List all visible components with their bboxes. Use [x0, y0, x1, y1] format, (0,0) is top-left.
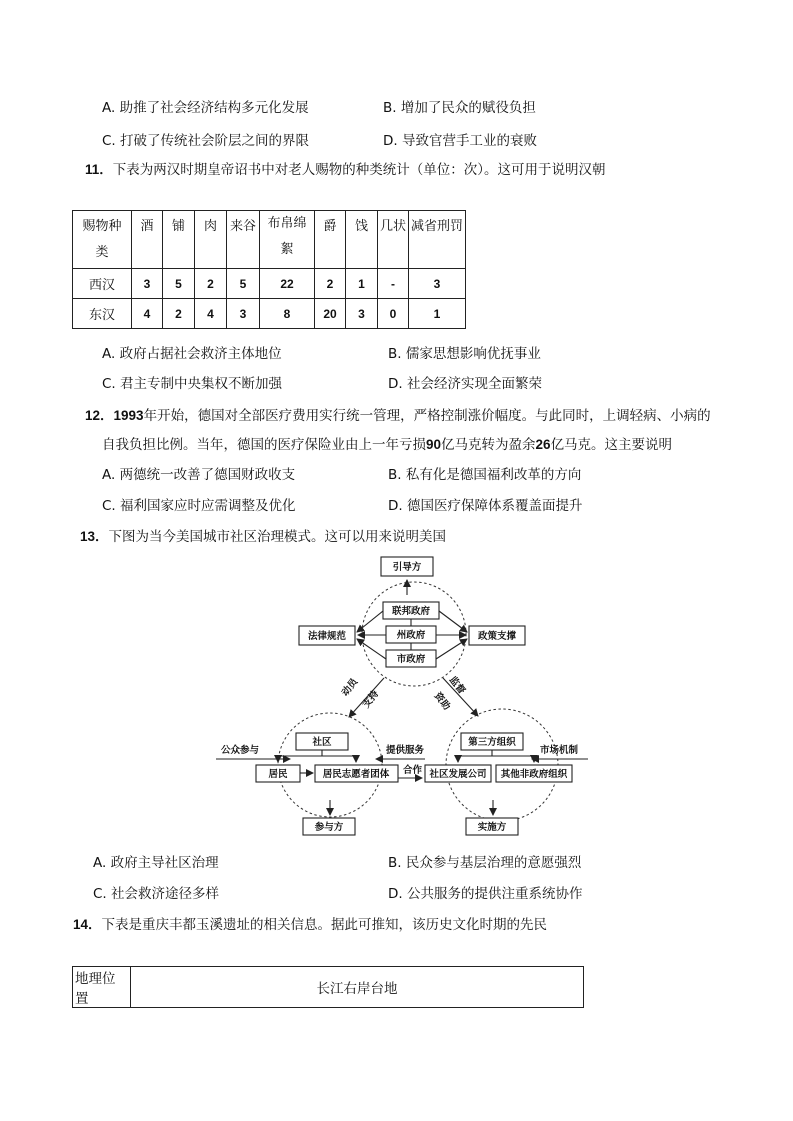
policy-arrow-1	[439, 611, 467, 632]
third-party-label: 第三方组织	[468, 737, 516, 748]
table-row-label: 西汉	[73, 269, 132, 299]
q11-stem: 11．下表为两汉时期皇帝诏书中对老人赐物的种类统计（单位：次）。这可用于说明汉朝	[85, 162, 606, 178]
q14-stem: 14．下表是重庆丰都玉溪遗址的相关信息。据此可推知，该历史文化时期的先民	[73, 917, 548, 933]
q12-stem-line1: 12．1993年开始，德国对全部医疗费用实行统一管理，严格控制涨价幅度。与此同时，上调轻病、小病的	[85, 408, 711, 424]
table-header-cell: 几状	[378, 211, 409, 269]
q11-number: 11．	[85, 162, 113, 177]
table-cell: 2	[195, 269, 227, 299]
community-volunteers-link	[322, 756, 356, 762]
q11-option-c: C. 君主专制中央集权不断加强	[102, 376, 283, 392]
q12-option-c: C. 福利国家应时应需调整及优化	[102, 498, 296, 514]
mobilize-label-2: 支持	[360, 688, 382, 711]
table-header-cell: 铺	[163, 211, 195, 269]
table-cell: 1	[346, 269, 378, 299]
table-cell: 5	[227, 269, 260, 299]
q12-stem-line2: 自我负担比例。当年，德国的医疗保险业由上一年亏损90亿马克转为盈余26亿马克。这主要说明	[102, 437, 673, 453]
third-party-ngo-link	[492, 756, 534, 762]
q13-number: 13．	[80, 529, 109, 544]
table-header-cell: 肉	[195, 211, 227, 269]
table-cell: 4	[132, 299, 163, 329]
table-row-label: 地理位置	[73, 967, 131, 1008]
table-header-cell: 布帛绵 絮	[260, 211, 315, 269]
q14-site-table	[72, 966, 584, 1008]
q11-option-a: A. 政府占据社会救济主体地位	[102, 346, 282, 362]
table-cell: 3	[346, 299, 378, 329]
q11-option-d: D. 社会经济实现全面繁荣	[388, 376, 542, 392]
guide-label: 引导方	[392, 562, 422, 573]
supervise-label-2: 资助	[431, 690, 453, 713]
market-label: 市场机制	[540, 745, 579, 756]
q11-option-b: B. 儒家思想影响优抚事业	[388, 346, 541, 362]
provide-service-label: 提供服务	[386, 745, 425, 756]
policy-arrow-3	[436, 639, 467, 659]
q13-option-a: A. 政府主导社区治理	[93, 855, 219, 871]
policy-label: 政策支撑	[477, 631, 517, 642]
volunteers-label: 居民志愿者团体	[322, 769, 390, 780]
table-header-cell: 饯	[346, 211, 378, 269]
cooperation-label: 合作	[403, 765, 423, 776]
table-header-cell: 赐物种 类	[73, 211, 132, 269]
table-cell: 1	[409, 299, 466, 329]
state-label: 州政府	[396, 630, 426, 641]
other-ngo-label: 其他非政府组织	[500, 769, 568, 780]
q10-option-c: C. 打破了传统社会阶层之间的界限	[102, 133, 310, 149]
q12-option-a: A. 两德统一改善了德国财政收支	[102, 467, 296, 483]
q12-number: 12．	[85, 408, 114, 423]
table-cell: 2	[163, 299, 195, 329]
table-cell: 3	[227, 299, 260, 329]
table-cell: 5	[163, 269, 195, 299]
table-cell: 2	[315, 269, 346, 299]
q13-option-d: D. 公共服务的提供注重系统协作	[388, 886, 583, 902]
dev-company-label: 社区发展公司	[429, 769, 487, 780]
participant-label: 参与方	[314, 822, 344, 833]
third-party-company-link	[458, 750, 492, 762]
q10-option-b: B. 增加了民众的赋役负担	[383, 100, 536, 116]
q10-option-d: D. 导致官营手工业的衰败	[383, 133, 537, 149]
q13-option-c: C. 社会救济途径多样	[93, 886, 220, 902]
community-residents-link	[278, 750, 322, 762]
q14-number: 14．	[73, 917, 102, 932]
table-cell: 20	[315, 299, 346, 329]
federal-label: 联邦政府	[391, 606, 431, 617]
table-cell: 长江右岸台地	[131, 967, 584, 1008]
table-cell: 8	[260, 299, 315, 329]
supervise-label-1: 监督	[446, 674, 468, 697]
law-arrow-1	[357, 611, 383, 632]
public-participation-label: 公众参与	[221, 745, 260, 756]
residents-label: 居民	[268, 769, 288, 780]
q12-option-d: D. 德国医疗保障体系覆盖面提升	[388, 498, 583, 514]
q13-option-b: B. 民众参与基层治理的意愿强烈	[388, 855, 582, 871]
table-cell: 0	[378, 299, 409, 329]
mobilize-label-1: 动员	[339, 676, 361, 699]
table-cell: 22	[260, 269, 315, 299]
law-arrow-3	[357, 639, 386, 659]
table-header-cell: 爵	[315, 211, 346, 269]
community-label: 社区	[312, 737, 332, 748]
table-cell: -	[378, 269, 409, 299]
law-label: 法律规范	[307, 631, 347, 642]
table-header-cell: 减省刑罚	[409, 211, 466, 269]
q12-option-b: B. 私有化是德国福利改革的方向	[388, 467, 582, 483]
city-label: 市政府	[396, 654, 426, 665]
table-header-cell: 酒	[132, 211, 163, 269]
table-cell: 4	[195, 299, 227, 329]
table-header-cell: 来谷	[227, 211, 260, 269]
q13-stem: 13．下图为当今美国城市社区治理模式。这可以用来说明美国	[80, 529, 447, 545]
table-cell: 3	[132, 269, 163, 299]
table-cell: 3	[409, 269, 466, 299]
table-row-label: 东汉	[73, 299, 132, 329]
table-row	[73, 967, 584, 1008]
implementer-label: 实施方	[477, 822, 507, 833]
q10-option-a: A. 助推了社会经济结构多元化发展	[102, 100, 309, 116]
